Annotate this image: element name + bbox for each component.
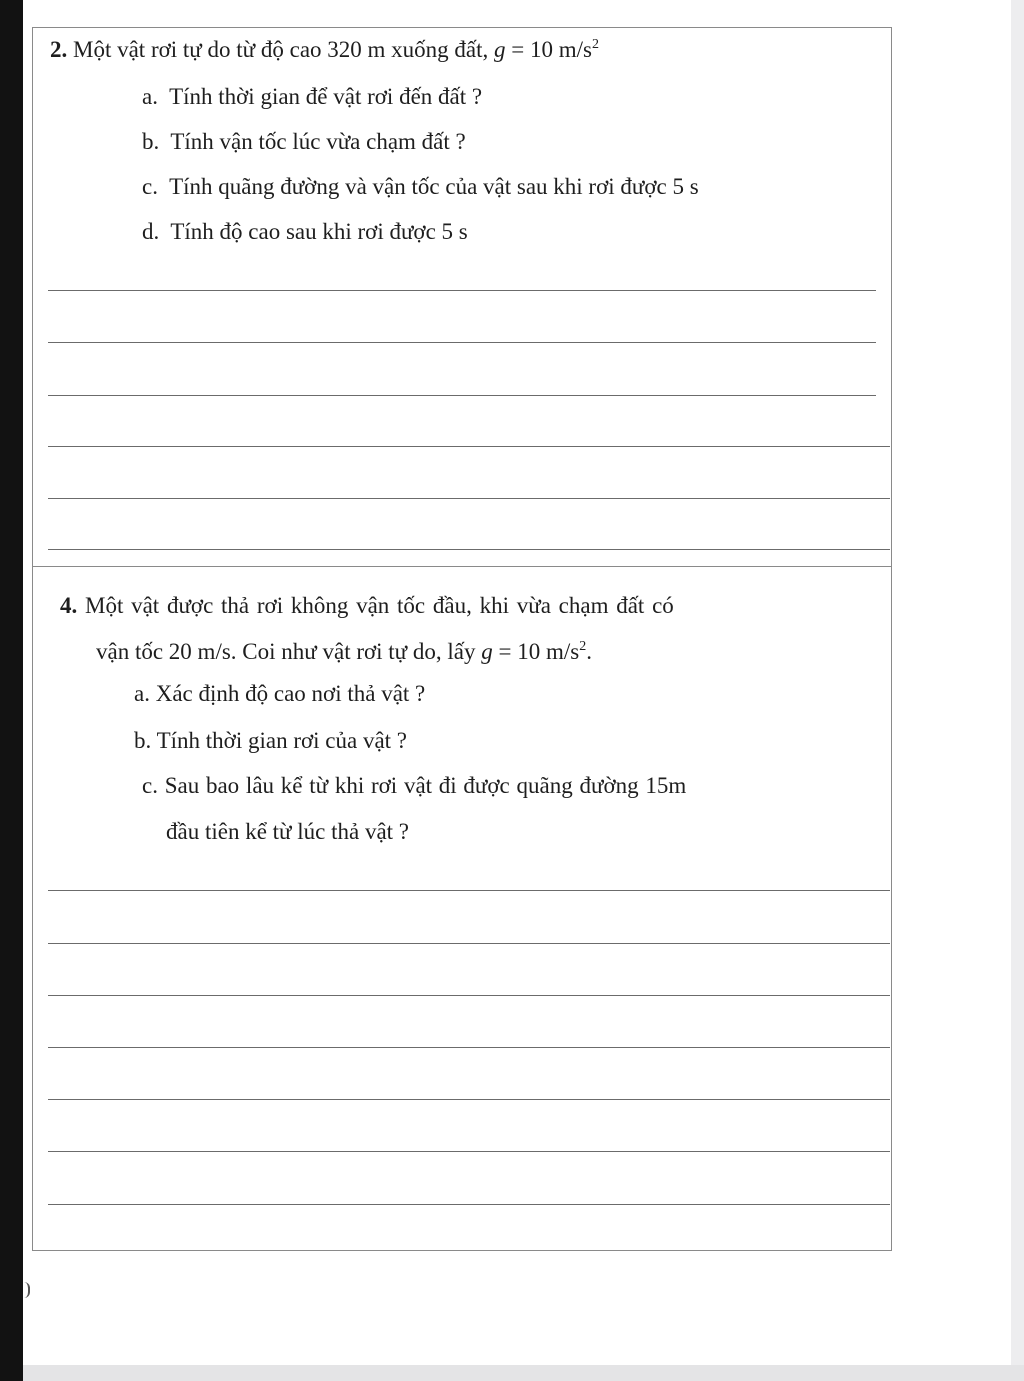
bottom-margin [23,1365,1024,1381]
answer-line[interactable] [48,1151,890,1152]
item-text: Tính thời gian để vật rơi đến đất ? [169,84,483,109]
question-4-stem-line-1 [60,592,674,620]
question-4-number: 4. [60,593,78,618]
item-text: Tính độ cao sau khi rơi được 5 s [170,219,468,244]
question-4-item-a [134,680,425,708]
g-exponent: 2 [591,37,599,52]
question-2-item-d [142,218,468,246]
question-4-item-c-continued [166,818,409,846]
answer-line[interactable] [48,890,890,891]
question-2-item-a [142,83,482,111]
answer-line[interactable] [48,1099,890,1100]
answer-line[interactable] [48,549,890,550]
item-text: đầu tiên kể từ lúc thả vật ? [166,819,410,844]
answer-line[interactable] [48,943,890,944]
question-2-item-b [142,128,466,156]
right-margin [1011,0,1024,1381]
answer-line[interactable] [48,290,876,291]
question-4-item-c [142,772,686,800]
question-4-stem-text-2: vận tốc 20 m/s. Coi như vật rơi tự do, lấy [96,639,476,664]
g-symbol: g [494,37,506,62]
item-text: Tính quãng đường và vận tốc của vật sau khi rơi được 5 s [169,174,699,199]
left-dark-edge [0,0,23,1381]
item-label: c. [142,174,158,199]
question-2-item-c [142,173,699,201]
sentence-end: . [586,639,592,664]
g-symbol: g [481,639,493,664]
item-text: Sau bao lâu kể từ khi rơi vật đi được quãng đường 15m [164,773,687,798]
question-2-stem [50,36,599,64]
answer-line[interactable] [48,498,890,499]
item-label: d. [142,219,160,244]
answer-line[interactable] [48,1047,890,1048]
item-text: Tính vận tốc lúc vừa chạm đất ? [170,129,466,154]
g-value: = 10 m/s [505,37,592,62]
answer-line[interactable] [48,342,876,343]
item-label: a. [142,84,158,109]
item-label: a. [134,681,150,706]
item-label: b. [142,129,160,154]
question-2-number: 2. [50,37,68,62]
answer-line[interactable] [48,446,890,447]
question-4-box [32,566,892,1251]
item-label: b. [134,728,152,753]
answer-line[interactable] [48,995,890,996]
question-4-item-b [134,727,407,755]
g-exponent: 2 [579,639,587,654]
item-text: Tính thời gian rơi của vật ? [156,728,408,753]
question-4-stem-text: Một vật được thả rơi không vận tốc đầu, khi vừa chạm đất có [85,593,674,618]
g-value: = 10 m/s [492,639,580,664]
answer-line[interactable] [48,1204,890,1205]
item-text: Xác định độ cao nơi thả vật ? [155,681,426,706]
question-4-stem-line-2 [96,638,592,666]
item-label: c. [142,773,158,798]
question-2-stem-text: Một vật rơi tự do từ độ cao 320 m xuống đất, [73,37,489,62]
answer-line[interactable] [48,395,876,396]
